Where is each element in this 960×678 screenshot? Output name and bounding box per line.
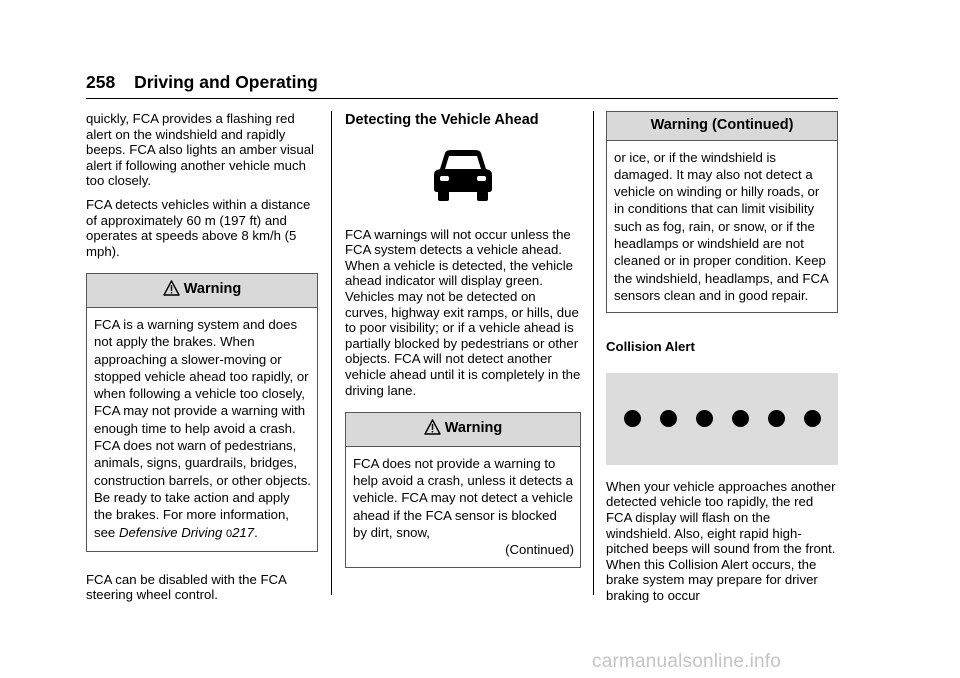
collision-alert-display [606, 373, 838, 465]
warning-box-continued-head: Warning (Continued) [607, 112, 837, 141]
warning-box-2 [345, 412, 581, 567]
section-title: Driving and Operating [134, 72, 318, 92]
col2-paragraph-1: FCA warnings will not occur unless the FCA system detects a vehicle ahead. When a vehicle is detected, the vehicle ahead indicator will display green. Vehicles may not be detected on curves, highway exit ramps, or hills, due to poor visibility; or if a vehicle ahead is partially blocked by pedestrians or other objects. FCA will not detect another vehicle ahead until it is completely in the driving lane. [345, 226, 581, 398]
page-reference-arrow-icon: 0 [225, 527, 233, 540]
continued-label: (Continued) [505, 542, 574, 558]
warning-box-continued [606, 111, 838, 313]
reference-end: . [254, 524, 258, 540]
col1-paragraph-2: FCA detects vehicles within a distance of approximately 60 m (197 ft) and operates at speeds above 8 km/h (5 mph). [86, 196, 311, 259]
col1-paragraph-1: quickly, FCA provides a flashing red alert on the windshield and rapidly beeps. FCA also lights an amber visual alert if following another vehicle much too closely. [86, 111, 314, 189]
warning-box-2-head [346, 413, 580, 447]
alert-dot-icon [732, 410, 749, 427]
column-1 [86, 111, 318, 611]
alert-dot-icon [660, 410, 677, 427]
column-2 [345, 111, 581, 582]
alert-dot-icon [624, 410, 641, 427]
warning-box-2-body [346, 447, 580, 567]
alert-dot-icon [768, 410, 785, 427]
column-divider-1 [331, 111, 332, 595]
column-divider-2 [593, 111, 594, 595]
cross-reference-link[interactable] [119, 525, 258, 540]
page-header [86, 72, 318, 93]
warning-box-continued-body [607, 141, 837, 313]
warning-box-1-body [87, 308, 317, 551]
warning-box-1 [86, 273, 318, 551]
warning-triangle-icon [163, 280, 180, 301]
warning-triangle-icon [424, 419, 441, 440]
warning-box-1-title: Warning [183, 281, 242, 298]
page-number: 258 [86, 72, 116, 92]
vehicle-ahead-icon [431, 147, 495, 205]
alert-dot-icon [804, 410, 821, 427]
warning-box-1-head [87, 274, 317, 308]
warning-box-1-text: FCA is a warning system and does not apply the brakes. When approaching a slower-moving or stopped vehicle ahead too rapidly, or when following a vehicle too closely, FCA may not provide a warning with enough time to help avoid a crash. FCA does not warn of pedestrians, animals, signs, guardrails, bridges, construction barrels, or other objects. Be ready to take action and apply the brakes. For more information, see [94, 316, 311, 540]
collision-alert-heading: Collision Alert [606, 339, 695, 355]
reference-page: 217 [232, 524, 255, 540]
header-rule [86, 98, 838, 99]
alert-dot-icon [696, 410, 713, 427]
col3-paragraph-1: When your vehicle approaches another detected vehicle too rapidly, the red FCA display will flash on the windshield. Also, eight rapid high-pitched beeps will sound from the front. When this Collision Alert occurs, the brake system may prepare for driver braking to occur [606, 478, 836, 604]
reference-title: Defensive Driving [118, 524, 223, 540]
section-heading: Detecting the Vehicle Ahead [345, 112, 539, 128]
watermark: carmanualsonline.info [592, 651, 782, 672]
col1-paragraph-3: FCA can be disabled with the FCA steering wheel control. [86, 571, 287, 603]
column-3 [606, 111, 838, 612]
warning-box-2-title: Warning [444, 420, 503, 437]
vehicle-ahead-icon-wrap [345, 147, 581, 205]
warning-box-2-text: FCA does not provide a warning to help avoid a crash, unless it detects a vehicle. FCA may not detect a vehicle ahead if the FCA sensor is blocked by dirt, snow, [353, 455, 573, 540]
warning-box-continued-text: or ice, or if the windshield is damaged. It may also not detect a vehicle on winding or hilly roads, or in conditions that can limit visibility such as fog, rain, or snow, or if the headlamps or windshield are not cleaned or in proper condition. Keep the windshield, headlamps, and FCA sensors clean and in good repair. [614, 149, 829, 303]
